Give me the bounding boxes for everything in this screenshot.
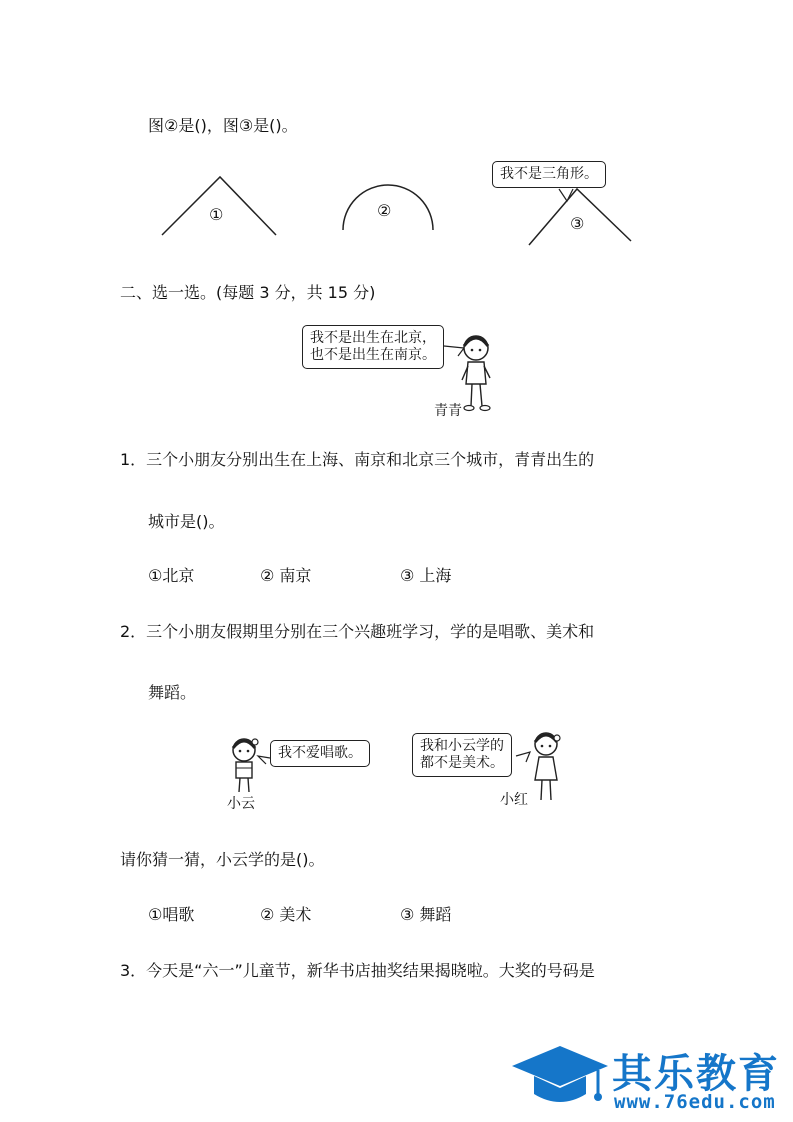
figure-2-label: ② [377,201,392,220]
figure-3-label: ③ [570,214,585,233]
bubble-line: 我和小云学的 [420,738,504,754]
figure-1-label: ① [209,205,224,224]
q2-option-2: ② 美术 [260,905,312,924]
q2-question: 请你猜一猜，小云学的是()。 [120,850,325,869]
q2-text-line-2: 舞蹈。 [148,683,197,702]
q1-text-line-2: 城市是()。 [148,512,225,531]
q1-text-line-1: 1．三个小朋友分别出生在上海、南京和北京三个城市，青青出生的 [120,450,595,469]
figure-3-speech-bubble: 我不是三角形。 [492,161,606,188]
bubble-line: 也不是出生在南京。 [310,347,436,363]
q1-option-3: ③ 上海 [400,566,452,585]
watermark-brand: 其乐教育 [612,1051,780,1097]
q2-option-3: ③ 舞蹈 [400,905,452,924]
qingqing-name-caption: 青青 [434,403,462,419]
bubble-line: 我不是出生在北京， [310,330,436,346]
graduation-cap-icon [510,1044,610,1114]
section-heading: 二、选一选。(每题 3 分，共 15 分) [120,283,376,302]
q1-option-1: ①北京 [148,566,195,585]
q1-option-2: ② 南京 [260,566,312,585]
xiaohong-name-caption: 小红 [500,792,528,808]
q-figure-answer-line: 图②是()，图③是()。 [148,116,298,135]
xiaoyun-speech-bubble: 我不爱唱歌。 [270,740,370,767]
xiaoyun-name-caption: 小云 [227,796,255,812]
watermark-url: www.76edu.com [614,1091,776,1113]
q2-option-1: ①唱歌 [148,905,195,924]
q3-text-line-1: 3．今天是“六一”儿童节，新华书店抽奖结果揭晓啦。大奖的号码是 [120,961,595,980]
q2-text-line-1: 2．三个小朋友假期里分别在三个兴趣班学习，学的是唱歌、美术和 [120,622,595,641]
xiaohong-speech-bubble [412,733,512,777]
qingqing-speech-bubble [302,325,444,369]
bubble-line: 都不是美术。 [420,755,504,771]
